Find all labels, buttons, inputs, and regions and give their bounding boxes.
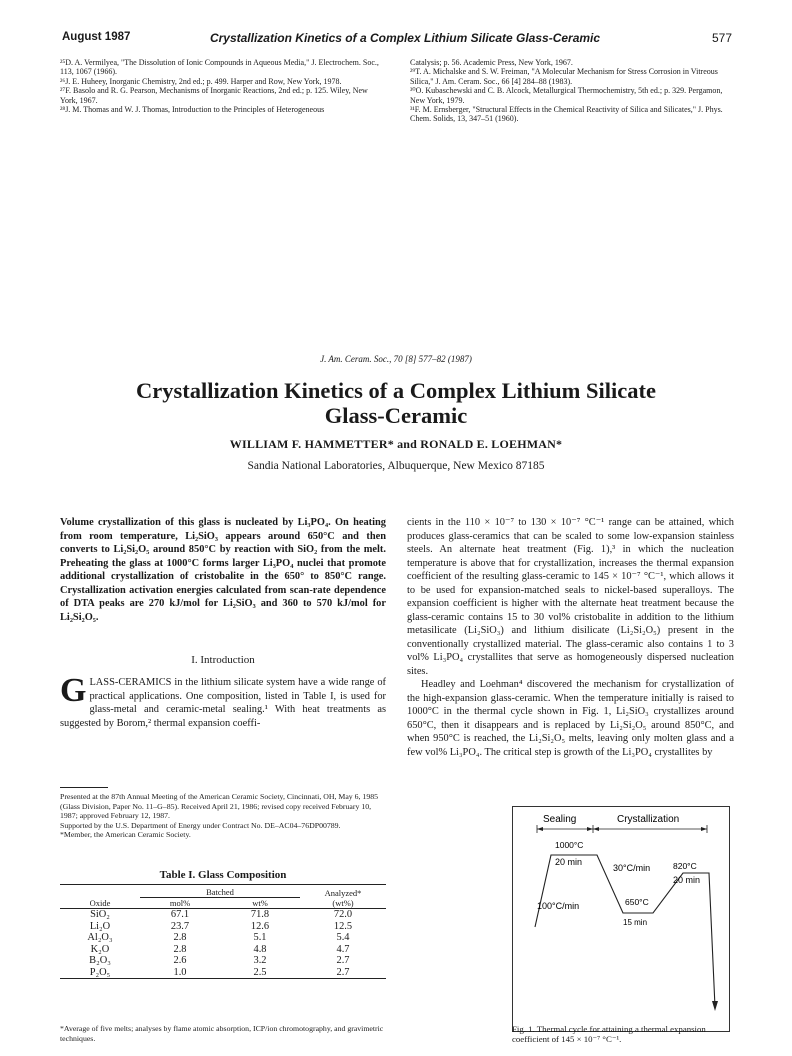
table-footnote: *Average of five melts; analyses by flame atomic absorption, ICP/ion chromotography, and gravimetric techniques. bbox=[60, 1024, 384, 1043]
references-left bbox=[60, 58, 384, 114]
footnotes bbox=[60, 792, 386, 840]
page-number: 577 bbox=[711, 31, 732, 45]
oxide-cell: Al₂O₃ bbox=[87, 932, 113, 943]
label-820: 820°C bbox=[673, 861, 697, 871]
label-100-rate: 100°C/min bbox=[537, 901, 580, 911]
mol-cell: 67.1 bbox=[170, 909, 190, 920]
wt-cell: 4.8 bbox=[253, 943, 267, 955]
intro-paragraph bbox=[60, 672, 386, 730]
oxide-cell: P₂O₅ bbox=[89, 966, 111, 978]
section-heading: I. Introduction bbox=[191, 654, 255, 666]
footnote-rule bbox=[60, 787, 108, 788]
table-title: Table I. Glass Composition bbox=[159, 869, 287, 881]
wt-cell: 5.1 bbox=[253, 932, 267, 943]
wt-cell: 71.8 bbox=[250, 909, 270, 920]
mol-cell: 23.7 bbox=[170, 920, 190, 932]
reference-item: ²⁶J. E. Huheey, Inorganic Chemistry, 2nd ed.; p. 499. Harper and Row, New York, 1978. bbox=[60, 76, 342, 86]
reference-item: Catalysis; p. 56. Academic Press, New York, 1967. bbox=[410, 58, 573, 67]
composition-table bbox=[60, 884, 386, 979]
table-row bbox=[60, 932, 386, 944]
wt-cell: 2.5 bbox=[253, 966, 267, 978]
arrow-head bbox=[593, 827, 599, 831]
mol-cell: 2.8 bbox=[173, 932, 187, 943]
table-row bbox=[60, 944, 386, 956]
figure-caption: Fig. 1. Thermal cycle for attaining a thermal expansion coefficient of 145 × 10⁻⁷ °C⁻¹. bbox=[512, 1024, 706, 1044]
mol-cell: 2.8 bbox=[173, 943, 187, 955]
analyzed-cell: 5.4 bbox=[336, 932, 350, 943]
journal-citation: J. Am. Ceram. Soc., 70 [8] 577–82 (1987) bbox=[320, 354, 472, 364]
wt-header: wt% bbox=[252, 898, 268, 908]
analyzed-header: Analyzed* bbox=[324, 887, 362, 898]
footnote-item: Supported by the U.S. Department of Energy under Contract No. DE–AC04–76DP00789. bbox=[60, 820, 341, 830]
analyzed-cell: 2.7 bbox=[336, 966, 350, 978]
oxide-header: Oxide bbox=[89, 897, 111, 908]
label-30-rate: 30°C/min bbox=[613, 863, 651, 873]
cooling-arrow bbox=[712, 1001, 718, 1011]
title-line-2: Glass-Ceramic bbox=[324, 403, 468, 428]
drop-cap: G bbox=[60, 672, 87, 709]
label-20min-a: 20 min bbox=[555, 857, 583, 867]
article-title bbox=[60, 378, 732, 428]
mol-cell: 2.6 bbox=[173, 955, 187, 966]
oxide-cell: K₂O bbox=[90, 943, 110, 955]
reference-item: ²⁹T. A. Michalske and S. W. Freiman, "A Molecular Mechanism for Stress Corrosion in Vitreous Silica," J. Am. Ceram. Soc., 66 [4] 284–88 (1983). bbox=[410, 67, 718, 86]
intro-text: LASS-CERAMICS in the lithium silicate system have a wide range of practical applications. One composition, listed in Table I, is used for glass-metal and ceramic-metal sealing.¹ With heat treatments as suggested by Borom,² thermal expansion coeffi- bbox=[60, 677, 386, 729]
footnote-item: *Member, the American Ceramic Society. bbox=[60, 830, 191, 839]
label-15min: 15 min bbox=[623, 918, 648, 927]
label-crystallization: Crystallization bbox=[617, 814, 680, 825]
affiliation: Sandia National Laboratories, Albuquerque, New Mexico 87185 bbox=[247, 460, 545, 472]
abstract: Volume crystallization of this glass is nucleated by Li₃PO₄. On heating from room temperature, Li₂SiO₃ appears around 650°C and then converts to Li₂Si₂O₅ around 850°C by reaction with SiO₂ from the melt. Preheating the glass at 1000°C forms larger Li₃PO₄ nuclei that promote additional crystallization of cristobalite in the 650° to 850°C range. Crystallization activation energies calculated from scan-rate dependence of DTA peaks are 270 kJ/mol for Li₂SiO₃ and 360 to 570 kJ/mol for Li₂Si₂O₅. bbox=[60, 517, 386, 623]
arrow-head bbox=[587, 827, 593, 831]
figure-1 bbox=[512, 806, 730, 1032]
label-650: 650°C bbox=[625, 897, 649, 907]
body-paragraph: cients in the 110 × 10⁻⁷ to 130 × 10⁻⁷ °C⁻¹ range can be attained, which produces glass-ceramics that can be scaled to some low-expansion stainless steels. An alternate heat treatment (Fig. 1),³ in which the nucleation temperature is above that for crystallization, increases the thermal expansion coefficient of the resulting glass-ceramic to 145 × 10⁻⁷ °C⁻¹, which allows it to be used for expansion-matched seals to nickel-based superalloys. The expansion coefficient is higher with the alternate heat treatment because the glass-ceramic contains 15 to 30 vol% cristobalite in addition to the lithium metasilicate (Li₂SiO₃) and lithium disilicate (Li₂Si₂O₅) present in the conventionally crystallized material. The glass-ceramic also contains 1 to 3 vol% Li₃PO₄ crystallites that serve as homogeneously dispersed nucleation sites. bbox=[407, 517, 734, 677]
running-title: Crystallization Kinetics of a Complex Lithium Silicate Glass-Ceramic bbox=[209, 31, 601, 45]
references-right bbox=[410, 58, 734, 124]
label-20min-b: 20 min bbox=[673, 875, 701, 885]
authors: WILLIAM F. HAMMETTER* and RONALD E. LOEHMAN* bbox=[229, 437, 563, 451]
title-line-1: Crystallization Kinetics of a Complex Lithium Silicate bbox=[136, 378, 656, 403]
table-row bbox=[60, 967, 386, 979]
analyzed-cell: 2.7 bbox=[336, 955, 350, 966]
analyzed-cell: 12.5 bbox=[333, 920, 353, 932]
right-column-text bbox=[407, 516, 734, 759]
batched-header: Batched bbox=[140, 885, 300, 898]
reference-item: ²⁵D. A. Vermilyea, "The Dissolution of Ionic Compounds in Aqueous Media," J. Electrochem. Soc., 113, 1067 (1966). bbox=[60, 58, 379, 77]
reference-item: ²⁷F. Basolo and R. G. Pearson, Mechanisms of Inorganic Reactions, 2nd ed.; p. 125. Wiley, New York, 1967. bbox=[60, 86, 368, 105]
label-1000: 1000°C bbox=[555, 840, 584, 850]
mol-cell: 1.0 bbox=[173, 966, 187, 978]
footnote-item: Presented at the 87th Annual Meeting of the American Ceramic Society, Cincinnati, OH, May 6, 1985 (Glass Division, Paper No. 11–G–85). Received April 21, 1986; revised copy received February 10, 1987; approved February 12, 1987. bbox=[60, 792, 379, 820]
arrow-head bbox=[701, 827, 707, 831]
oxide-cell: B₂O₃ bbox=[89, 955, 111, 966]
wt-cell: 12.6 bbox=[250, 920, 270, 932]
body-paragraph: Headley and Loehman⁴ discovered the mechanism for crystallization of the high-expansion glass-ceramic. When the temperature initially is raised to 1000°C in the thermal cycle shown in Fig. 1, Li₂SiO₃ crystallizes around 650°C, then it disappears and is replaced by Li₂Si₂O₅ around 850°C, and when 950°C is reached, the Li₂Si₂O₅ melts, leaving only molten glass and a few vol% Li₃PO₄. The critical step is growth of the Li₃PO₄ crystallites by bbox=[407, 679, 734, 758]
wt-cell: 3.2 bbox=[253, 955, 267, 966]
table-row bbox=[60, 909, 386, 921]
analyzed-unit-header: (wt%) bbox=[332, 897, 354, 908]
header-date: August 1987 bbox=[62, 31, 131, 43]
analyzed-cell: 72.0 bbox=[333, 909, 353, 920]
reference-item: ³¹F. M. Ernsberger, "Structural Effects in the Chemical Reactivity of Silica and Silicates," J. Phys. Chem. Solids, 13, 347–51 (1960). bbox=[410, 105, 723, 124]
oxide-cell: Li₂O bbox=[89, 920, 111, 932]
reference-item: ²⁸J. M. Thomas and W. J. Thomas, Introduction to the Principles of Heterogeneous bbox=[60, 105, 325, 115]
oxide-cell: SiO₂ bbox=[90, 909, 110, 920]
mol-header: mol% bbox=[169, 898, 191, 908]
reference-item: ³⁰O. Kubaschewski and C. B. Alcock, Metallurgical Thermochemistry, 5th ed.; p. 329. Pergamon, New York, 1979. bbox=[410, 86, 723, 105]
analyzed-cell: 4.7 bbox=[336, 943, 350, 955]
table-body bbox=[60, 909, 386, 979]
thermal-cycle-diagram bbox=[513, 807, 729, 1031]
table-row bbox=[60, 921, 386, 933]
table-row bbox=[60, 955, 386, 967]
arrow-head bbox=[537, 827, 543, 831]
label-sealing: Sealing bbox=[543, 814, 577, 825]
